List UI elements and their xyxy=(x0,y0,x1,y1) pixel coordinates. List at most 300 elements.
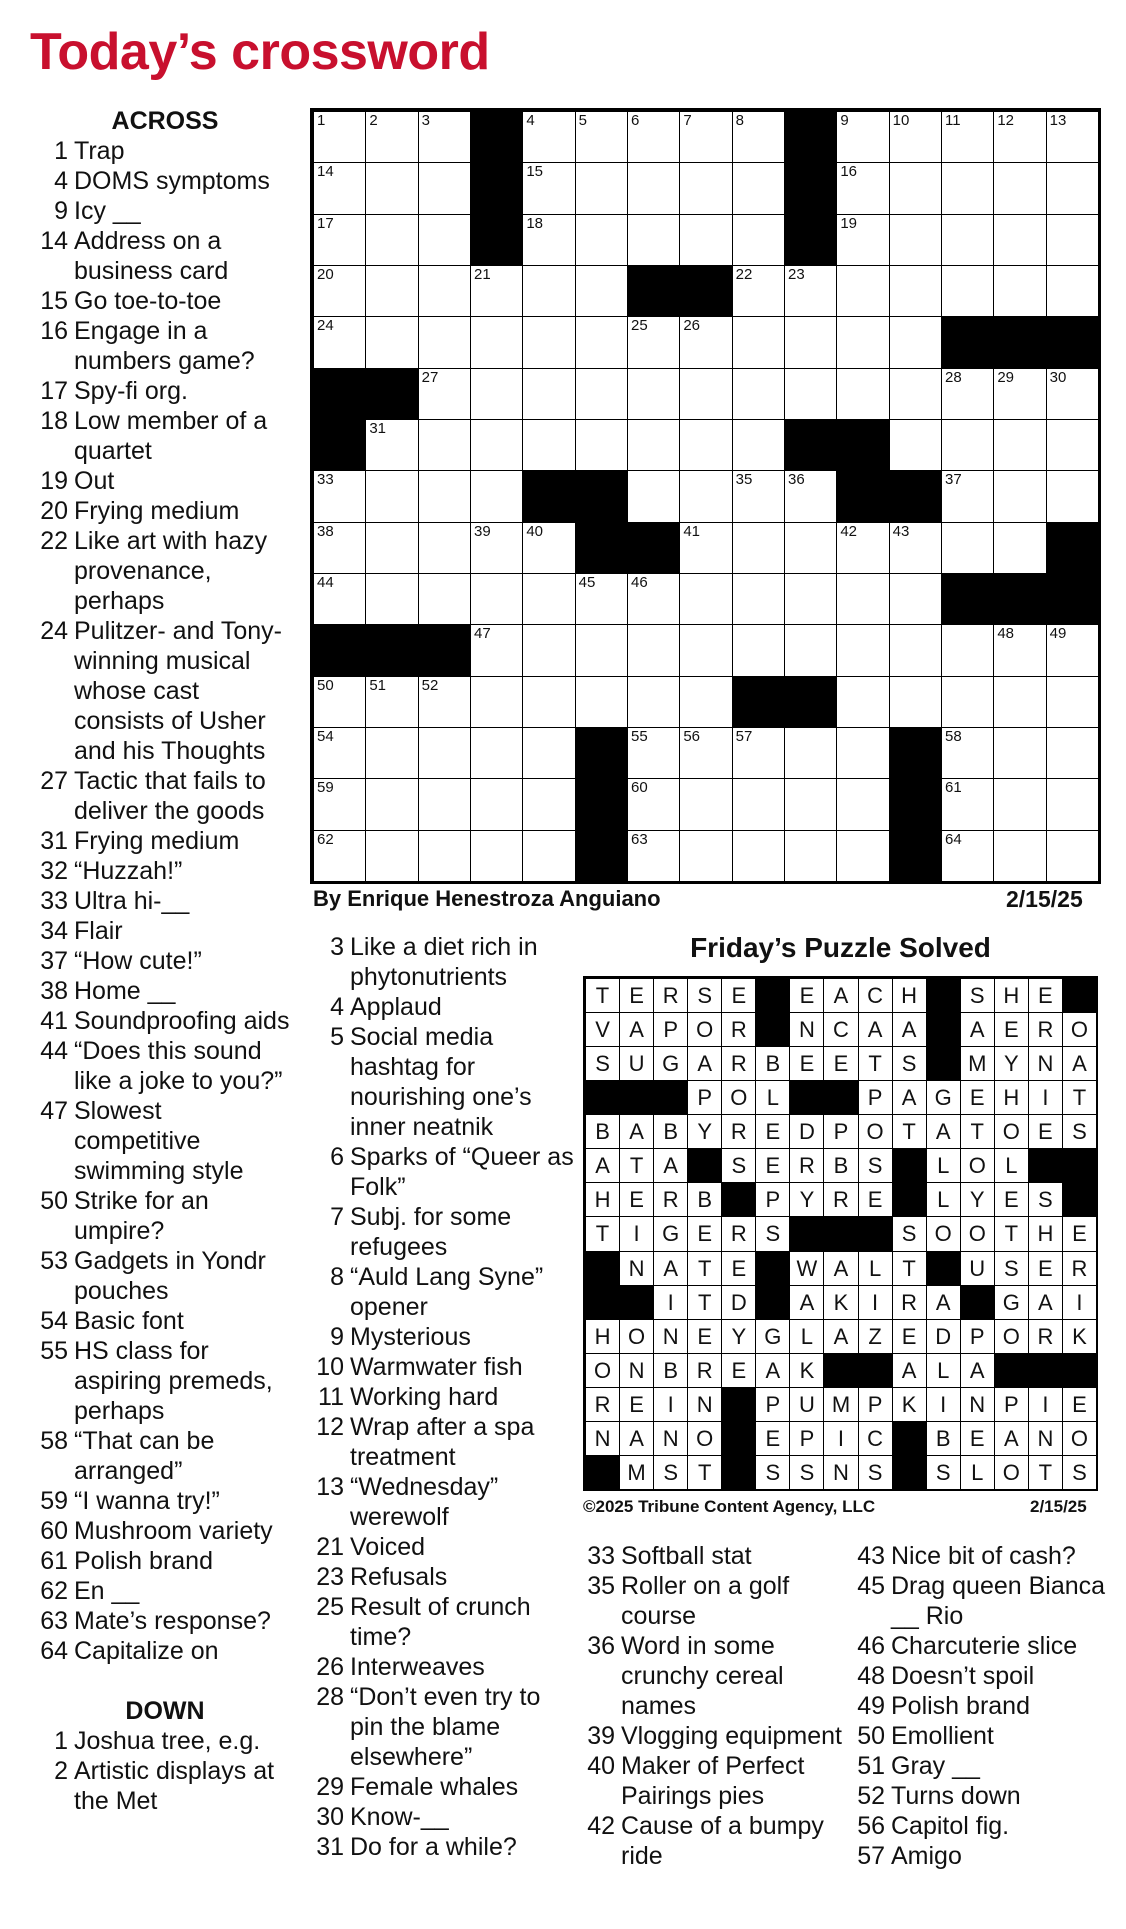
grid-cell[interactable] xyxy=(941,265,994,317)
grid-cell[interactable] xyxy=(836,522,889,574)
grid-cell[interactable] xyxy=(418,316,471,368)
grid-cell[interactable] xyxy=(418,419,471,471)
grid-cell[interactable] xyxy=(889,676,942,728)
grid-cell[interactable] xyxy=(993,419,1046,471)
grid-cell[interactable] xyxy=(313,830,366,882)
grid-cell[interactable] xyxy=(679,368,732,420)
grid-cell[interactable] xyxy=(365,111,418,163)
grid-cell[interactable] xyxy=(836,676,889,728)
grid-cell[interactable] xyxy=(941,522,994,574)
clue-item[interactable] xyxy=(312,1772,577,1802)
grid-cell[interactable] xyxy=(313,162,366,214)
grid-cell[interactable] xyxy=(418,727,471,779)
cell-number: 56 xyxy=(683,728,701,745)
grid-cell[interactable] xyxy=(732,573,785,625)
grid-cell[interactable] xyxy=(365,830,418,882)
clue-text: Engage in a numbers game? xyxy=(74,317,255,375)
clue-item[interactable] xyxy=(312,1412,577,1472)
grid-cell[interactable] xyxy=(627,470,680,522)
grid-cell[interactable] xyxy=(993,470,1046,522)
grid-cell[interactable] xyxy=(784,368,837,420)
clue-item[interactable] xyxy=(36,1576,294,1606)
cell-number: 38 xyxy=(317,522,334,540)
grid-cell[interactable] xyxy=(522,830,575,882)
clue-item[interactable] xyxy=(583,1721,853,1751)
grid-cell[interactable] xyxy=(941,624,994,676)
clue-item[interactable] xyxy=(36,226,294,286)
grid-cell[interactable] xyxy=(679,111,732,163)
clue-item[interactable] xyxy=(36,316,294,376)
grid-cell[interactable] xyxy=(732,727,785,779)
grid-cell[interactable] xyxy=(941,214,994,266)
grid-cell[interactable] xyxy=(732,624,785,676)
grid-cell[interactable] xyxy=(313,727,366,779)
grid-cell[interactable] xyxy=(836,368,889,420)
grid-cell[interactable] xyxy=(575,265,628,317)
grid-cell[interactable] xyxy=(993,162,1046,214)
grid-cell[interactable] xyxy=(941,778,994,830)
grid-cell[interactable] xyxy=(575,162,628,214)
grid-cell[interactable] xyxy=(365,778,418,830)
clue-item[interactable] xyxy=(36,1426,294,1486)
clue-item[interactable] xyxy=(312,932,577,992)
grid-cell[interactable] xyxy=(679,573,732,625)
clue-text: “Does this sound like a joke to you?” xyxy=(74,1037,283,1095)
clue-item[interactable] xyxy=(36,406,294,466)
clue-item[interactable] xyxy=(312,1802,577,1832)
grid-cell[interactable] xyxy=(470,368,523,420)
solution-cell: N xyxy=(585,1421,620,1456)
solution-cell: P xyxy=(755,1387,790,1422)
grid-cell[interactable] xyxy=(732,470,785,522)
grid-cell[interactable] xyxy=(784,316,837,368)
grid-cell[interactable] xyxy=(784,830,837,882)
grid-cell[interactable] xyxy=(889,624,942,676)
clue-item[interactable] xyxy=(36,1336,294,1426)
grid-cell[interactable] xyxy=(418,368,471,420)
grid-cell[interactable] xyxy=(993,368,1046,420)
grid-cell[interactable] xyxy=(313,778,366,830)
clue-item[interactable] xyxy=(853,1631,1113,1661)
grid-cell[interactable] xyxy=(784,778,837,830)
grid-cell[interactable] xyxy=(784,573,837,625)
clue-text: Maker of Perfect Pairings pies xyxy=(621,1752,805,1810)
solution-cell: R xyxy=(721,1216,756,1251)
grid-cell[interactable] xyxy=(836,727,889,779)
grid-cell[interactable] xyxy=(627,778,680,830)
clue-item[interactable] xyxy=(36,1546,294,1576)
grid-cell[interactable] xyxy=(1046,676,1099,728)
grid-cell[interactable] xyxy=(679,162,732,214)
grid-cell[interactable] xyxy=(1046,265,1099,317)
grid-cell[interactable] xyxy=(418,265,471,317)
cell-number: 10 xyxy=(892,112,910,129)
grid-cell[interactable] xyxy=(679,778,732,830)
clue-item[interactable] xyxy=(583,1811,853,1871)
grid-cell[interactable] xyxy=(418,162,471,214)
grid-cell[interactable] xyxy=(575,624,628,676)
grid-cell[interactable] xyxy=(784,470,837,522)
grid-cell[interactable] xyxy=(679,830,732,882)
grid-block xyxy=(889,830,942,882)
grid-cell[interactable] xyxy=(889,368,942,420)
grid-cell[interactable] xyxy=(784,265,837,317)
clue-item[interactable] xyxy=(36,1486,294,1516)
grid-cell[interactable] xyxy=(575,419,628,471)
grid-cell[interactable] xyxy=(732,522,785,574)
grid-cell[interactable] xyxy=(627,676,680,728)
grid-cell[interactable] xyxy=(627,624,680,676)
grid-cell[interactable] xyxy=(575,573,628,625)
grid-cell[interactable] xyxy=(993,522,1046,574)
grid-cell[interactable] xyxy=(941,419,994,471)
solution-cell: R xyxy=(1062,1251,1097,1286)
grid-cell[interactable] xyxy=(889,111,942,163)
clue-item[interactable] xyxy=(36,1606,294,1636)
clue-item[interactable] xyxy=(312,1022,577,1142)
clue-number: 5 xyxy=(330,1023,344,1051)
clue-item[interactable] xyxy=(312,1262,577,1322)
clue-item[interactable] xyxy=(853,1691,1113,1721)
grid-cell[interactable] xyxy=(627,214,680,266)
grid-cell[interactable] xyxy=(993,624,1046,676)
grid-cell[interactable] xyxy=(575,111,628,163)
grid-block xyxy=(679,265,732,317)
grid-cell[interactable] xyxy=(365,419,418,471)
grid-cell[interactable] xyxy=(993,830,1046,882)
grid-cell[interactable] xyxy=(575,214,628,266)
clue-item[interactable] xyxy=(853,1571,1113,1631)
crossword-grid[interactable] xyxy=(310,108,1101,884)
clue-item[interactable] xyxy=(312,1652,577,1682)
grid-cell[interactable] xyxy=(889,265,942,317)
solution-cell: I xyxy=(1028,1080,1063,1115)
grid-cell[interactable] xyxy=(522,368,575,420)
grid-cell[interactable] xyxy=(1046,214,1099,266)
clue-item[interactable] xyxy=(36,526,294,616)
grid-cell[interactable] xyxy=(627,830,680,882)
solution-cell: R xyxy=(585,1387,620,1422)
solution-cell: M xyxy=(823,1387,858,1422)
clue-item[interactable] xyxy=(36,916,294,946)
clue-item[interactable] xyxy=(36,886,294,916)
solution-cell: T xyxy=(994,1216,1029,1251)
solution-cell: B xyxy=(653,1353,688,1388)
grid-cell[interactable] xyxy=(889,162,942,214)
clue-item[interactable] xyxy=(312,1592,577,1652)
grid-cell[interactable] xyxy=(575,316,628,368)
clue-item[interactable] xyxy=(36,136,294,166)
clue-item[interactable] xyxy=(36,376,294,406)
grid-cell[interactable] xyxy=(470,470,523,522)
solution-cell: Y xyxy=(721,1319,756,1354)
grid-cell[interactable] xyxy=(470,573,523,625)
grid-cell[interactable] xyxy=(418,830,471,882)
grid-cell[interactable] xyxy=(365,214,418,266)
grid-cell[interactable] xyxy=(522,676,575,728)
grid-cell[interactable] xyxy=(313,676,366,728)
grid-cell[interactable] xyxy=(313,470,366,522)
solution-block xyxy=(1028,1148,1063,1183)
grid-cell[interactable] xyxy=(993,778,1046,830)
grid-cell[interactable] xyxy=(365,470,418,522)
grid-cell[interactable] xyxy=(522,522,575,574)
grid-cell[interactable] xyxy=(470,624,523,676)
cell-number: 54 xyxy=(317,728,334,745)
grid-cell[interactable] xyxy=(627,419,680,471)
grid-cell[interactable] xyxy=(784,624,837,676)
solution-cell: I xyxy=(1028,1387,1063,1422)
grid-cell[interactable] xyxy=(470,265,523,317)
grid-cell[interactable] xyxy=(836,778,889,830)
solution-cell: K xyxy=(1062,1319,1097,1354)
solution-cell: G xyxy=(926,1080,961,1115)
grid-cell[interactable] xyxy=(836,265,889,317)
grid-cell[interactable] xyxy=(732,162,785,214)
solution-cell: A xyxy=(653,1251,688,1286)
grid-cell[interactable] xyxy=(365,676,418,728)
clue-item[interactable] xyxy=(853,1841,1113,1871)
grid-cell[interactable] xyxy=(836,214,889,266)
grid-cell[interactable] xyxy=(365,573,418,625)
clue-item[interactable] xyxy=(583,1541,853,1571)
clue-item[interactable] xyxy=(36,946,294,976)
grid-cell[interactable] xyxy=(1046,111,1099,163)
grid-cell[interactable] xyxy=(470,830,523,882)
clue-item[interactable] xyxy=(36,1246,294,1306)
grid-cell[interactable] xyxy=(627,573,680,625)
clue-item[interactable] xyxy=(312,1472,577,1532)
grid-cell[interactable] xyxy=(470,316,523,368)
grid-cell[interactable] xyxy=(1046,830,1099,882)
grid-cell[interactable] xyxy=(470,676,523,728)
clue-item[interactable] xyxy=(853,1721,1113,1751)
grid-cell[interactable] xyxy=(836,573,889,625)
clue-item[interactable] xyxy=(36,1726,294,1756)
grid-cell[interactable] xyxy=(889,214,942,266)
clue-item[interactable] xyxy=(36,166,294,196)
clue-item[interactable] xyxy=(312,992,577,1022)
grid-cell[interactable] xyxy=(313,265,366,317)
grid-cell[interactable] xyxy=(522,573,575,625)
clue-number: 38 xyxy=(40,977,68,1005)
clue-item[interactable] xyxy=(36,766,294,826)
grid-cell[interactable] xyxy=(941,676,994,728)
clue-item[interactable] xyxy=(36,1756,294,1816)
grid-cell[interactable] xyxy=(627,111,680,163)
clue-item[interactable] xyxy=(36,616,294,766)
grid-cell[interactable] xyxy=(522,727,575,779)
clue-item[interactable] xyxy=(36,1636,294,1666)
grid-cell[interactable] xyxy=(365,522,418,574)
grid-cell[interactable] xyxy=(522,214,575,266)
clue-text: Soundproofing aids xyxy=(74,1007,290,1035)
grid-cell[interactable] xyxy=(836,162,889,214)
grid-cell[interactable] xyxy=(993,676,1046,728)
grid-cell[interactable] xyxy=(679,214,732,266)
grid-cell[interactable] xyxy=(1046,778,1099,830)
cell-number: 50 xyxy=(317,676,334,694)
grid-cell[interactable] xyxy=(993,111,1046,163)
clue-item[interactable] xyxy=(36,466,294,496)
clue-item[interactable] xyxy=(36,976,294,1006)
clue-item[interactable] xyxy=(36,1186,294,1246)
clue-item[interactable] xyxy=(312,1382,577,1412)
grid-cell[interactable] xyxy=(470,522,523,574)
clue-text: Doesn’t spoil xyxy=(891,1662,1035,1690)
clue-item[interactable] xyxy=(36,1096,294,1186)
grid-cell[interactable] xyxy=(784,727,837,779)
clue-item[interactable] xyxy=(853,1541,1113,1571)
grid-cell[interactable] xyxy=(941,830,994,882)
grid-cell[interactable] xyxy=(627,162,680,214)
grid-cell[interactable] xyxy=(993,214,1046,266)
grid-cell[interactable] xyxy=(1046,624,1099,676)
solution-cell: E xyxy=(687,1319,722,1354)
grid-cell[interactable] xyxy=(365,727,418,779)
grid-cell[interactable] xyxy=(418,470,471,522)
grid-block xyxy=(575,522,628,574)
clue-item[interactable] xyxy=(36,856,294,886)
grid-cell[interactable] xyxy=(522,265,575,317)
grid-cell[interactable] xyxy=(889,522,942,574)
grid-cell[interactable] xyxy=(732,368,785,420)
clue-item[interactable] xyxy=(312,1682,577,1772)
clue-item[interactable] xyxy=(853,1781,1113,1811)
grid-cell[interactable] xyxy=(313,573,366,625)
grid-cell[interactable] xyxy=(418,573,471,625)
grid-cell[interactable] xyxy=(418,214,471,266)
grid-cell[interactable] xyxy=(993,265,1046,317)
grid-cell[interactable] xyxy=(679,624,732,676)
grid-cell[interactable] xyxy=(522,316,575,368)
grid-cell[interactable] xyxy=(365,162,418,214)
grid-cell[interactable] xyxy=(418,676,471,728)
clue-item[interactable] xyxy=(36,286,294,316)
grid-cell[interactable] xyxy=(1046,162,1099,214)
clue-item[interactable] xyxy=(583,1751,853,1811)
grid-cell[interactable] xyxy=(941,470,994,522)
clue-item[interactable] xyxy=(36,496,294,526)
clue-item[interactable] xyxy=(312,1532,577,1562)
grid-cell[interactable] xyxy=(418,111,471,163)
grid-cell[interactable] xyxy=(575,368,628,420)
grid-cell[interactable] xyxy=(836,316,889,368)
clue-item[interactable] xyxy=(36,1306,294,1336)
grid-cell[interactable] xyxy=(941,111,994,163)
grid-cell[interactable] xyxy=(1046,727,1099,779)
grid-cell[interactable] xyxy=(732,316,785,368)
clue-text: Vlogging equipment xyxy=(621,1722,842,1750)
grid-cell[interactable] xyxy=(836,111,889,163)
grid-cell[interactable] xyxy=(679,676,732,728)
grid-cell[interactable] xyxy=(732,111,785,163)
grid-cell[interactable] xyxy=(679,470,732,522)
grid-cell[interactable] xyxy=(313,111,366,163)
solution-cell: A xyxy=(619,1114,654,1149)
grid-cell[interactable] xyxy=(679,316,732,368)
grid-cell[interactable] xyxy=(522,162,575,214)
grid-cell[interactable] xyxy=(313,522,366,574)
grid-cell[interactable] xyxy=(1046,368,1099,420)
grid-cell[interactable] xyxy=(889,419,942,471)
grid-cell[interactable] xyxy=(836,830,889,882)
grid-cell[interactable] xyxy=(941,368,994,420)
clue-item[interactable] xyxy=(312,1352,577,1382)
grid-cell[interactable] xyxy=(732,830,785,882)
grid-cell[interactable] xyxy=(470,727,523,779)
solution-cell: R xyxy=(1028,1319,1063,1354)
clue-item[interactable] xyxy=(36,1036,294,1096)
grid-cell[interactable] xyxy=(1046,470,1099,522)
solution-block xyxy=(823,1080,858,1115)
grid-cell[interactable] xyxy=(679,522,732,574)
grid-cell[interactable] xyxy=(679,727,732,779)
grid-cell[interactable] xyxy=(313,316,366,368)
clue-item[interactable] xyxy=(36,1516,294,1546)
grid-cell[interactable] xyxy=(627,368,680,420)
clue-item[interactable] xyxy=(312,1562,577,1592)
clue-item[interactable] xyxy=(583,1631,853,1721)
grid-cell[interactable] xyxy=(941,162,994,214)
grid-cell[interactable] xyxy=(418,522,471,574)
grid-cell[interactable] xyxy=(732,778,785,830)
clue-item[interactable] xyxy=(583,1571,853,1631)
grid-cell[interactable] xyxy=(522,111,575,163)
clue-item[interactable] xyxy=(312,1832,577,1862)
clue-item[interactable] xyxy=(853,1811,1113,1841)
cell-number: 37 xyxy=(945,471,962,489)
grid-cell[interactable] xyxy=(784,522,837,574)
cell-number: 12 xyxy=(997,112,1015,129)
grid-cell[interactable] xyxy=(470,419,523,471)
grid-cell[interactable] xyxy=(889,573,942,625)
grid-cell[interactable] xyxy=(836,624,889,676)
grid-cell[interactable] xyxy=(418,778,471,830)
grid-cell[interactable] xyxy=(522,419,575,471)
grid-cell[interactable] xyxy=(889,316,942,368)
grid-cell[interactable] xyxy=(470,778,523,830)
grid-cell[interactable] xyxy=(1046,419,1099,471)
grid-cell[interactable] xyxy=(627,727,680,779)
clue-item[interactable] xyxy=(36,1006,294,1036)
clue-item[interactable] xyxy=(853,1751,1113,1781)
solution-cell: R xyxy=(721,1012,756,1047)
solution-block xyxy=(892,1455,927,1490)
grid-cell[interactable] xyxy=(365,316,418,368)
grid-cell[interactable] xyxy=(313,214,366,266)
clue-item[interactable] xyxy=(853,1661,1113,1691)
grid-cell[interactable] xyxy=(732,214,785,266)
clue-item[interactable] xyxy=(312,1142,577,1202)
clue-number: 35 xyxy=(587,1572,615,1600)
grid-cell[interactable] xyxy=(522,778,575,830)
grid-cell[interactable] xyxy=(365,265,418,317)
grid-cell[interactable] xyxy=(575,676,628,728)
clue-item[interactable] xyxy=(36,826,294,856)
grid-cell[interactable] xyxy=(732,419,785,471)
clue-column-left xyxy=(36,106,294,1816)
grid-cell[interactable] xyxy=(522,624,575,676)
grid-cell[interactable] xyxy=(627,316,680,368)
grid-cell[interactable] xyxy=(732,265,785,317)
grid-cell[interactable] xyxy=(941,727,994,779)
clue-item[interactable] xyxy=(36,196,294,226)
clue-item[interactable] xyxy=(312,1322,577,1352)
clue-item[interactable] xyxy=(312,1202,577,1262)
grid-cell[interactable] xyxy=(993,727,1046,779)
grid-cell[interactable] xyxy=(679,419,732,471)
